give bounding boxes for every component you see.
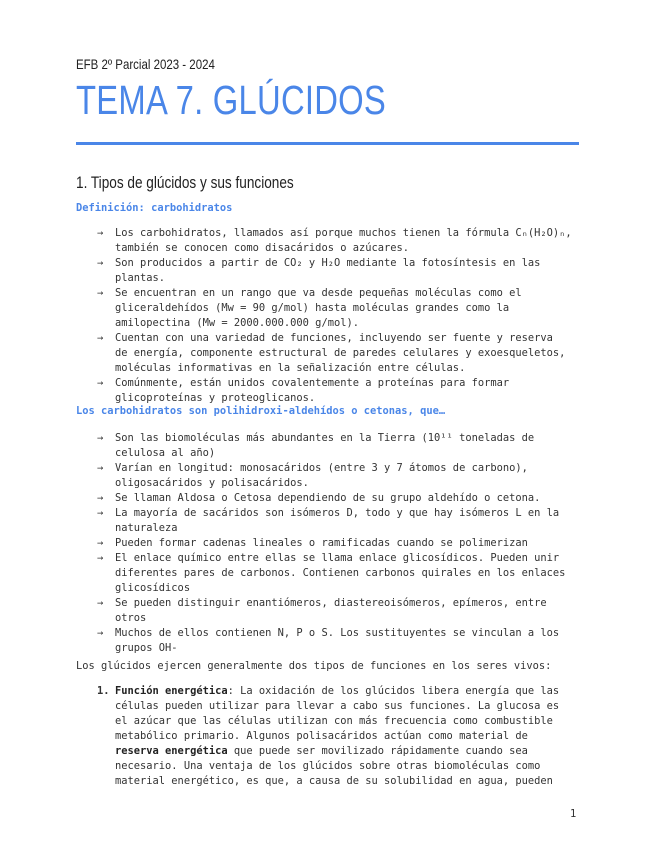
text-line: necesario. Una ventaja de los glúcidos sobre otras biomoléculas como: [115, 760, 541, 772]
text-line: células pueden utilizar para llevar a cabo sus funciones. La glucosa es: [115, 700, 560, 712]
document-subject: EFB 2º Parcial 2023 - 2024: [76, 56, 215, 72]
text-line: de energía, componente estructural de paredes celulares y exoesqueletos,: [115, 347, 566, 359]
text-line: diferentes pares de carbonos. Contienen carbonos quirales en los enlaces: [115, 567, 566, 579]
text-line: El enlace químico entre ellas se llama enlace glicosídicos. Pueden unir: [115, 552, 560, 564]
list-item: [97, 226, 579, 256]
list-item: [97, 491, 579, 506]
list-item: [97, 551, 579, 596]
list-item: [97, 684, 579, 789]
text-line: Se pueden distinguir enantiómeros, diastereoisómeros, epímeros, entre: [115, 597, 547, 609]
text-line: moléculas informativas en la señalización entre células.: [115, 362, 466, 374]
text-line: material energético, es que, a causa de su solubilidad en agua, pueden: [115, 775, 553, 787]
text-line: Son las biomoléculas más abundantes en la Tierra (10¹¹ toneladas de: [115, 432, 535, 444]
arrow-right-icon: →: [97, 627, 104, 639]
list-item: [97, 431, 579, 461]
text-line: Los carbohidratos, llamados así porque muchos tienen la fórmula Cₙ(H₂O)ₙ,: [115, 227, 572, 239]
arrow-right-icon: →: [97, 332, 104, 344]
list-item: [97, 506, 579, 536]
title-divider: [76, 142, 579, 145]
arrow-right-icon: →: [97, 257, 104, 269]
text-line: Muchos de ellos contienen N, P o S. Los sustituyentes se vinculan a los: [115, 627, 560, 639]
text-line: Se encuentran en un rango que va desde pequeñas moléculas como el: [115, 287, 522, 299]
page-number: 1: [570, 808, 577, 820]
arrow-right-icon: →: [97, 552, 104, 564]
text-line: glicoproteínas y proteoglicanos.: [115, 392, 316, 404]
definition-list: [97, 226, 579, 406]
text-line: Se llaman Aldosa o Cetosa dependiendo de su grupo aldehído o cetona.: [115, 492, 541, 504]
arrow-right-icon: →: [97, 537, 104, 549]
text-line: amilopectina (Mw = 2000.000.000 g/mol).: [115, 317, 359, 329]
list-item: [97, 536, 579, 551]
arrow-right-icon: →: [97, 507, 104, 519]
list-item: [97, 331, 579, 376]
arrow-right-icon: →: [97, 377, 104, 389]
text-line: metabólico primario. Algunos polisacáridos actúan como material de: [115, 730, 528, 742]
arrow-right-icon: →: [97, 227, 104, 239]
text-line: : La oxidación de los glúcidos libera energía que las: [227, 685, 560, 697]
text-line: también se conocen como disacáridos o azúcares.: [115, 242, 410, 254]
text-line: naturaleza: [115, 522, 178, 534]
arrow-right-icon: →: [97, 597, 104, 609]
text-line: glicosídicos: [115, 582, 191, 594]
polihidroxi-heading: Los carbohidratos son polihidroxi-aldehídos o cetonas, que…: [76, 405, 446, 417]
text-line: Varían en longitud: monosacáridos (entre 3 y 7 átomos de carbono),: [115, 462, 528, 474]
text-line: celulosa al año): [115, 447, 216, 459]
list-item: [97, 461, 579, 491]
highlight-term: reserva energética: [115, 745, 228, 757]
arrow-right-icon: →: [97, 462, 104, 474]
list-item: [97, 256, 579, 286]
text-line: Pueden formar cadenas lineales o ramificadas cuando se polimerizan: [115, 537, 528, 549]
text-line: el azúcar que las células utilizan con más frecuencia como combustible: [115, 715, 553, 727]
text-line: otros: [115, 612, 147, 624]
item-number: 1.: [97, 685, 110, 697]
list-item: [97, 626, 579, 656]
text-line: La mayoría de sacáridos son isómeros D, todo y que hay isómeros L en la: [115, 507, 560, 519]
text-line: grupos OH-: [115, 642, 178, 654]
definition-heading: Definición: carbohidratos: [76, 202, 233, 214]
text-line: que puede ser movilizado rápidamente cuando sea: [227, 745, 528, 757]
page-title: TEMA 7. GLÚCIDOS: [76, 77, 387, 123]
arrow-right-icon: →: [97, 432, 104, 444]
polihidroxi-list: [97, 431, 579, 656]
functions-intro: Los glúcidos ejercen generalmente dos tipos de funciones en los seres vivos:: [76, 660, 552, 672]
text-line: Cuentan con una variedad de funciones, incluyendo ser fuente y reserva: [115, 332, 553, 344]
list-item: [97, 596, 579, 626]
list-item: [97, 286, 579, 331]
function-title: Función energética: [115, 685, 228, 697]
section-heading: 1. Tipos de glúcidos y sus funciones: [76, 173, 294, 192]
text-line: Son producidos a partir de CO₂ y H₂O mediante la fotosíntesis en las: [115, 257, 541, 269]
functions-list: [97, 684, 579, 789]
text-line: Comúnmente, están unidos covalentemente a proteínas para formar: [115, 377, 510, 389]
text-line: oligosacáridos y polisacáridos.: [115, 477, 309, 489]
text-line: gliceraldehídos (Mw = 90 g/mol) hasta moléculas grandes como la: [115, 302, 510, 314]
arrow-right-icon: →: [97, 492, 104, 504]
text-line: plantas.: [115, 272, 166, 284]
arrow-right-icon: →: [97, 287, 104, 299]
list-item: [97, 376, 579, 406]
